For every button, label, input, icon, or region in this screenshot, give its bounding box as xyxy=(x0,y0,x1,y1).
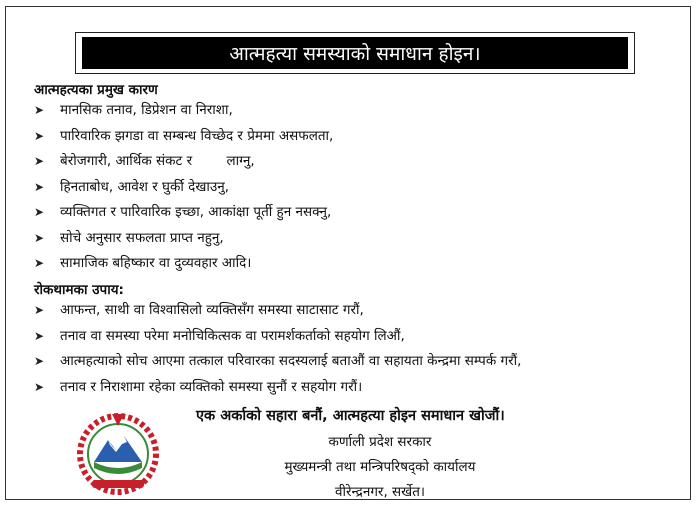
list-item: ➤ व्यक्तिगत र पारिवारिक इच्छा, आकांक्षा पूर्ती हुन नसक्नु, xyxy=(34,200,333,226)
notice-title: आत्महत्या समस्याको समाधान होइन। xyxy=(229,43,481,65)
emblem-ribbon xyxy=(92,480,144,488)
arrow-bullet-icon: ➤ xyxy=(34,128,45,143)
causes-heading: आत्महत्यका प्रमुख कारण xyxy=(34,82,158,98)
arrow-bullet-icon: ➤ xyxy=(34,303,45,317)
office-address: वीरेन्द्रनगर, सर्खेत। xyxy=(334,484,426,500)
arrow-bullet-icon: ➤ xyxy=(34,103,45,117)
list-item: ➤ तनाव र निराशामा रहेका व्यक्तिको समस्या सुनौं र सहयोग गरौं। xyxy=(34,375,521,401)
list-item: ➤ बेरोजगारी, आर्थिक संकट र लाग्नु, xyxy=(34,149,333,175)
office-name: मुख्यमन्त्री तथा मन्त्रिपरिषद्को कार्यालय xyxy=(284,459,476,475)
slogan: एक अर्काको सहारा बनौं, आत्महत्या होइन समाधान खोजौं। xyxy=(196,408,505,424)
arrow-bullet-icon: ➤ xyxy=(34,179,45,194)
prevention-list xyxy=(34,298,521,400)
list-item: ➤ सामाजिक बहिष्कार वा दुव्यवहार आदि। xyxy=(34,251,333,277)
prevention-heading: रोकथामका उपाय: xyxy=(34,282,124,298)
list-item: ➤ आत्महत्याको सोच आएमा तत्काल परिवारका सदस्यलाई बताऔं वा सहायता केन्द्रमा सम्पर्क गरौं, xyxy=(34,349,521,375)
list-item: ➤ सोचे अनुसार सफलता प्राप्त नहुनु, xyxy=(34,226,333,252)
list-item: ➤ हिनताबोध, आवेश र घुर्की देखाउनु, xyxy=(34,175,333,201)
arrow-bullet-icon: ➤ xyxy=(34,205,45,219)
arrow-bullet-icon: ➤ xyxy=(34,230,45,245)
list-item: ➤ मानसिक तनाव, डिप्रेशन वा निराशा, xyxy=(34,98,333,124)
causes-list xyxy=(34,98,333,277)
arrow-bullet-icon: ➤ xyxy=(34,379,45,394)
arrow-bullet-icon: ➤ xyxy=(34,154,45,168)
list-item: ➤ पारिवारिक झगडा वा सम्बन्ध विच्छेद र प्रेममा असफलता, xyxy=(34,124,333,150)
org-name: कर्णाली प्रदेश सरकार xyxy=(328,434,432,450)
list-item: ➤ आफन्त, साथी वा विश्वासिलो व्यक्तिसँग समस्या साटासाट गरौं, xyxy=(34,298,521,324)
arrow-bullet-icon: ➤ xyxy=(34,328,45,343)
title-box xyxy=(75,32,635,74)
arrow-bullet-icon: ➤ xyxy=(34,256,45,270)
list-item: ➤ तनाव वा समस्या परेमा मनोचिकित्सक वा परामर्शकर्ताको सहयोग लिऔं, xyxy=(34,324,521,350)
arrow-bullet-icon: ➤ xyxy=(34,354,45,368)
title-banner xyxy=(82,37,628,69)
nepal-emblem-icon xyxy=(72,404,164,496)
